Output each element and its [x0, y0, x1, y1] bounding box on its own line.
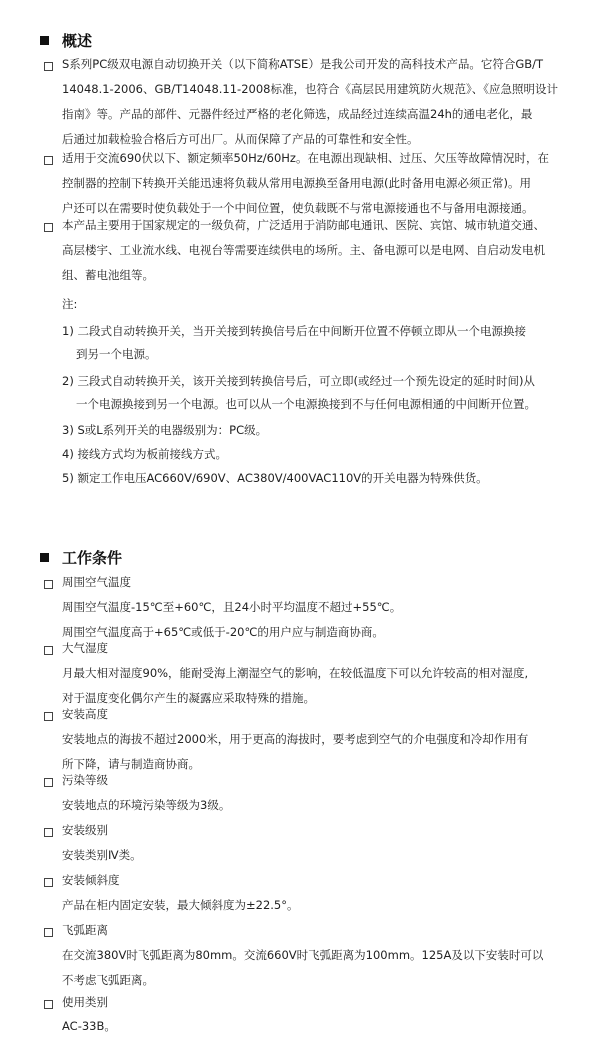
paragraph-line: 户还可以在需要时使负载处于一个中间位置，使负载既不与常电源接通也不与备用电源接通。	[62, 201, 534, 215]
paragraph-line: 高层楼宇、工业流水线、电视台等需要连续供电的场所。主、备电源可以是电网、自启动发电机	[62, 243, 545, 257]
note-line: 一个电源换接到另一个电源。也可以从一个电源换接到不与任何电源相通的中间断开位置。	[76, 397, 536, 411]
paragraph-line: 后通过加载检验合格后方可出厂。从而保障了产品的可靠性和安全性。	[62, 132, 419, 146]
condition-line: 安装地点的环境污染等级为3级。	[62, 798, 231, 812]
note-line: 5) 额定工作电压AC660V/690V、AC380V/400VAC110V的开关电器为特殊供货。	[62, 471, 488, 485]
condition-heading: 大气湿度	[62, 641, 108, 655]
checkbox-bullet-icon	[44, 712, 53, 721]
note-line: 到另一个电源。	[76, 347, 157, 361]
condition-line: 产品在柜内固定安装，最大倾斜度为±22.5°。	[62, 898, 299, 912]
checkbox-bullet-icon	[44, 778, 53, 787]
condition-heading: 安装级别	[62, 823, 108, 837]
note-line: 4) 接线方式均为板前接线方式。	[62, 447, 227, 461]
condition-heading: 安装倾斜度	[62, 873, 120, 887]
paragraph-line: 控制器的控制下转换开关能迅速将负载从常用电源换至备用电源(此时备用电源必须正常)。用	[62, 176, 531, 190]
condition-line: AC-33B。	[62, 1019, 116, 1033]
checkbox-bullet-icon	[44, 1000, 53, 1009]
checkbox-bullet-icon	[44, 646, 53, 655]
note-line: 2) 三段式自动转换开关，该开关接到转换信号后，可立即(或经过一个预先设定的延时时间)从	[62, 374, 535, 388]
condition-line: 对于温度变化偶尔产生的凝露应采取特殊的措施。	[62, 691, 315, 705]
paragraph-line: 14048.1-2006、GB/T14048.11-2008标准，也符合《高层民用建筑防火规范》、《应急照明设计	[62, 82, 558, 96]
checkbox-bullet-icon	[44, 223, 53, 232]
paragraph-line: 本产品主要用于国家规定的一级负荷，广泛适用于消防邮电通讯、医院、宾馆、城市轨道交通、	[62, 218, 545, 232]
paragraph-line: 组、蓄电池组等。	[62, 268, 154, 282]
condition-heading: 安装高度	[62, 707, 108, 721]
section-header-conditions	[40, 545, 122, 569]
condition-line: 安装类别Ⅳ类。	[62, 848, 142, 862]
checkbox-bullet-icon	[44, 62, 53, 71]
condition-heading: 周围空气温度	[62, 575, 131, 589]
paragraph-line: 指南》等。产品的部件、元器件经过严格的老化筛选，成品经过连续高温24h的通电老化，最	[62, 107, 533, 121]
note-line: 1) 二段式自动转换开关，当开关接到转换信号后在中间断开位置不停顿立即从一个电源换接	[62, 324, 526, 338]
paragraph-line: S系列PC级双电源自动切换开关（以下简称ATSE）是我公司开发的高科技术产品。它符合GB/T	[62, 57, 544, 71]
section-header-overview	[40, 28, 92, 52]
condition-heading: 使用类别	[62, 995, 108, 1009]
condition-heading: 飞弧距离	[62, 923, 108, 937]
note-label: 注:	[62, 297, 78, 311]
checkbox-bullet-icon	[44, 156, 53, 165]
section-square-icon	[40, 36, 49, 45]
condition-line: 周围空气温度-15℃至+60℃，且24小时平均温度不超过+55℃。	[62, 600, 402, 614]
section-title: 工作条件	[62, 548, 123, 567]
checkbox-bullet-icon	[44, 928, 53, 937]
condition-line: 不考虑飞弧距离。	[62, 973, 154, 987]
condition-line: 在交流380V时飞弧距离为80mm。交流660V时飞弧距离为100mm。125A及以下安装时可以	[62, 948, 544, 962]
condition-heading: 污染等级	[62, 773, 108, 787]
section-title: 概述	[62, 31, 93, 50]
checkbox-bullet-icon	[44, 878, 53, 887]
condition-line: 月最大相对湿度90%，能耐受海上潮湿空气的影响，在较低温度下可以允许较高的相对湿度,	[62, 666, 529, 680]
condition-line: 安装地点的海拔不超过2000米，用于更高的海拔时，要考虑到空气的介电强度和冷却作用有	[62, 732, 529, 746]
condition-line: 所下降，请与制造商协商。	[62, 757, 200, 771]
paragraph-line: 适用于交流690伏以下、额定频率50Hz/60Hz。在电源出现缺相、过压、欠压等故障情况时，在	[62, 151, 549, 165]
section-square-icon	[40, 553, 49, 562]
condition-line: 周围空气温度高于+65℃或低于-20℃的用户应与制造商协商。	[62, 625, 384, 639]
checkbox-bullet-icon	[44, 828, 53, 837]
note-line: 3) S或L系列开关的电器级别为：PC级。	[62, 423, 268, 437]
checkbox-bullet-icon	[44, 580, 53, 589]
